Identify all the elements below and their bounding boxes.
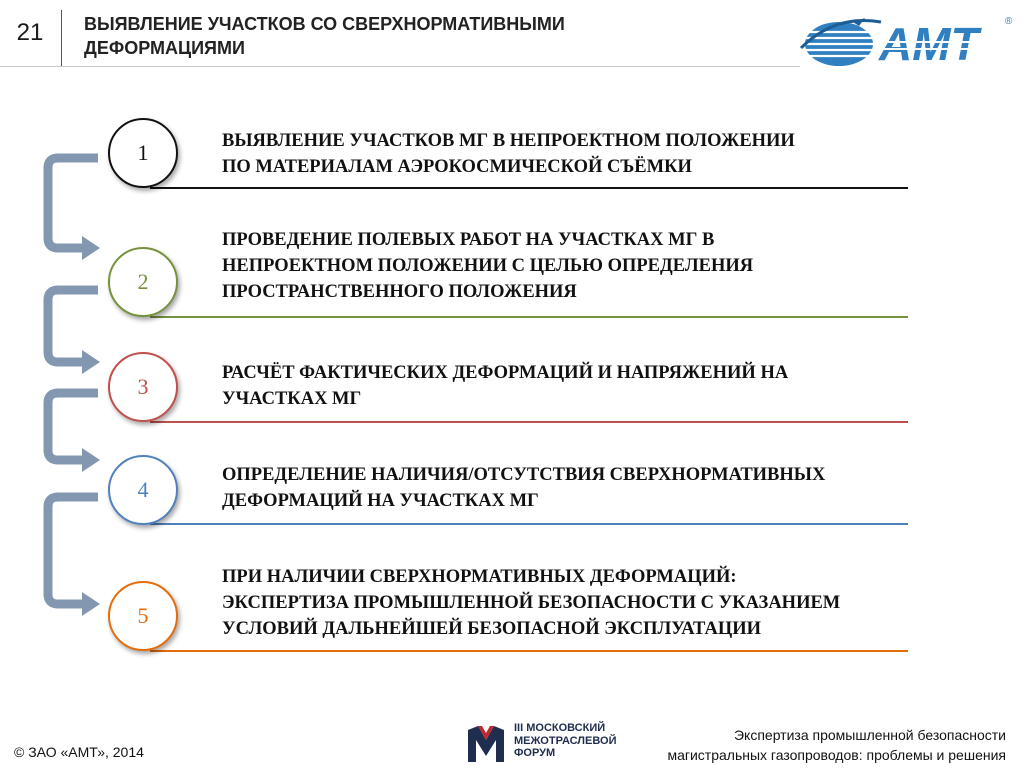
connector-arrow-2-3 — [48, 290, 98, 362]
step-1-number-circle: 1 — [108, 118, 178, 188]
forum-name: III МОСКОВСКИЙ МЕЖОТРАСЛЕВОЙ ФОРУМ — [514, 722, 617, 759]
connector-arrow-1-2 — [48, 158, 98, 248]
slide-title: ВЫЯВЛЕНИЕ УЧАСТКОВ СО СВЕРХНОРМАТИВНЫМИ ДЕФОРМАЦИЯМИ — [84, 14, 565, 58]
arrowhead-5 — [82, 592, 100, 616]
step-5-text: ПРИ НАЛИЧИИ СВЕРХНОРМАТИВНЫХ ДЕФОРМАЦИЙ: ЭКСПЕРТИЗА ПРОМЫШЛЕННОЙ БЕЗОПАСНОСТИ С УКАЗАНИЕМ УСЛОВИЙ ДАЛЬНЕЙШЕЙ БЕЗОПАСНОЙ ЭКСПЛУАТАЦИИ — [222, 567, 841, 639]
step-3-text: РАСЧЁТ ФАКТИЧЕСКИХ ДЕФОРМАЦИЙ И НАПРЯЖЕНИЙ НА УЧАСТКАХ МГ — [222, 363, 789, 409]
step-4-text: ОПРЕДЕЛЕНИЕ НАЛИЧИЯ/ОТСУТСТВИЯ СВЕРХНОРМАТИВНЫХ ДЕФОРМАЦИЙ НА УЧАСТКАХ МГ — [222, 465, 826, 511]
step-3-number-circle: 3 — [108, 352, 178, 422]
amt-logo-text: АМТ — [879, 18, 979, 70]
step-2-number-circle: 2 — [108, 247, 178, 317]
step-3-underline — [150, 421, 908, 423]
registered-mark: ® — [1005, 16, 1013, 27]
connector-arrow-3-4 — [48, 393, 98, 460]
step-2-underline — [150, 316, 908, 318]
step-2-text: ПРОВЕДЕНИЕ ПОЛЕВЫХ РАБОТ НА УЧАСТКАХ МГ В НЕПРОЕКТНОМ ПОЛОЖЕНИИ С ЦЕЛЬЮ ОПРЕДЕЛЕНИЯ ПРОСТРАНСТВЕННОГО ПОЛОЖЕНИЯ — [222, 230, 754, 302]
step-4-number-circle: 4 — [108, 455, 178, 525]
copyright: © ЗАО «АМТ», 2014 — [14, 744, 144, 760]
connector-arrow-4-5 — [48, 497, 98, 604]
step-5-number-circle: 5 — [108, 581, 178, 651]
arrowhead-4 — [82, 448, 100, 472]
slide-number: 21 — [16, 19, 44, 46]
footer-caption: Экспертиза промышленной безопасности магистральных газопроводов: проблемы и решения — [667, 727, 1006, 763]
arrowhead-3 — [82, 350, 100, 374]
step-1-underline — [150, 187, 908, 189]
step-1-text: ВЫЯВЛЕНИЕ УЧАСТКОВ МГ В НЕПРОЕКТНОМ ПОЛОЖЕНИИ ПО МАТЕРИАЛАМ АЭРОКОСМИЧЕСКОЙ СЪЁМКИ — [222, 131, 795, 177]
arrowhead-2 — [82, 236, 100, 260]
step-5-underline — [150, 650, 908, 652]
forum-logo-icon — [466, 724, 506, 764]
step-4-underline — [150, 523, 908, 525]
